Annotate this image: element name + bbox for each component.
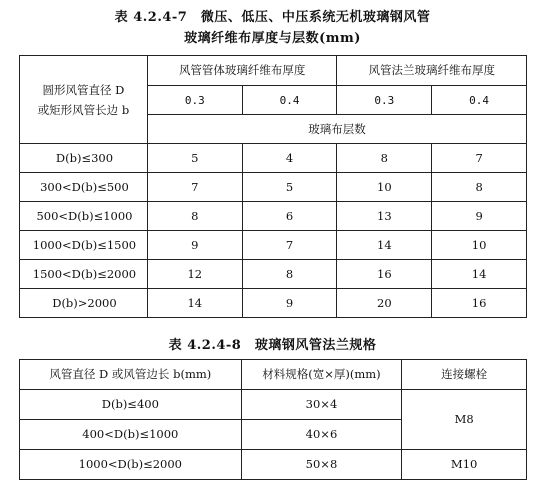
value-cell: 16 (337, 260, 432, 289)
thickness-layers-table (19, 55, 527, 318)
range-cell: D(b)>2000 (20, 289, 148, 318)
value-cell: 14 (147, 289, 242, 318)
spec-cell: 50×8 (241, 450, 402, 480)
flange-spec-table (19, 359, 527, 480)
corner-header: 圆形风管直径 D 或矩形风管长边 b (20, 56, 148, 144)
range-cell: D(b)≤400 (20, 390, 242, 420)
spec-cell: 30×4 (241, 390, 402, 420)
value-cell: 14 (337, 231, 432, 260)
range-cell: 1000<D(b)≤1500 (20, 231, 148, 260)
header-range: 风管直径 D 或风管边长 b(mm) (20, 360, 242, 390)
range-cell: 1500<D(b)≤2000 (20, 260, 148, 289)
table-row (20, 56, 527, 86)
table-row (20, 260, 527, 289)
value-cell: 5 (147, 144, 242, 173)
value-cell: 13 (337, 202, 432, 231)
value-cell: 10 (337, 173, 432, 202)
value-cell: 9 (147, 231, 242, 260)
table1-title-line2: 玻璃纤维布厚度与层数(mm) (184, 31, 361, 46)
range-cell: D(b)≤300 (20, 144, 148, 173)
value-cell: 7 (432, 144, 527, 173)
value-cell: 8 (242, 260, 337, 289)
thickness-cell: 0.3 (147, 86, 242, 115)
range-cell: 1000<D(b)≤2000 (20, 450, 242, 480)
value-cell: 7 (242, 231, 337, 260)
value-cell: 20 (337, 289, 432, 318)
value-cell: 7 (147, 173, 242, 202)
value-cell: 8 (432, 173, 527, 202)
value-cell: 8 (337, 144, 432, 173)
table-row (20, 450, 527, 480)
table1-title-line1: 表 4.2.4-7 微压、低压、中压系统无机玻璃钢风管 (114, 10, 431, 25)
value-cell: 8 (147, 202, 242, 231)
value-cell: 10 (432, 231, 527, 260)
table-row (20, 289, 527, 318)
thickness-cell: 0.3 (337, 86, 432, 115)
value-cell: 4 (242, 144, 337, 173)
range-cell: 400<D(b)≤1000 (20, 420, 242, 450)
header-bolt: 连接螺栓 (402, 360, 527, 390)
bolt-cell: M10 (402, 450, 527, 480)
value-cell: 6 (242, 202, 337, 231)
table-row (20, 231, 527, 260)
value-cell: 12 (147, 260, 242, 289)
table-row (20, 144, 527, 173)
value-cell: 16 (432, 289, 527, 318)
header-spec: 材料规格(宽×厚)(mm) (241, 360, 402, 390)
group-header-flange: 风管法兰玻璃纤维布厚度 (337, 56, 527, 86)
range-cell: 500<D(b)≤1000 (20, 202, 148, 231)
thickness-cell: 0.4 (242, 86, 337, 115)
table-row (20, 360, 527, 390)
value-cell: 5 (242, 173, 337, 202)
value-cell: 14 (432, 260, 527, 289)
table-row (20, 202, 527, 231)
table-row (20, 390, 527, 420)
table-row (20, 173, 527, 202)
value-cell: 9 (432, 202, 527, 231)
spec-cell: 40×6 (241, 420, 402, 450)
group-header-body: 风管管体玻璃纤维布厚度 (147, 56, 337, 86)
range-cell: 300<D(b)≤500 (20, 173, 148, 202)
layers-header: 玻璃布层数 (147, 115, 526, 144)
value-cell: 9 (242, 289, 337, 318)
table2-title: 表 4.2.4-8 玻璃钢风管法兰规格 (168, 338, 377, 353)
bolt-cell: M8 (402, 390, 527, 450)
thickness-cell: 0.4 (432, 86, 527, 115)
